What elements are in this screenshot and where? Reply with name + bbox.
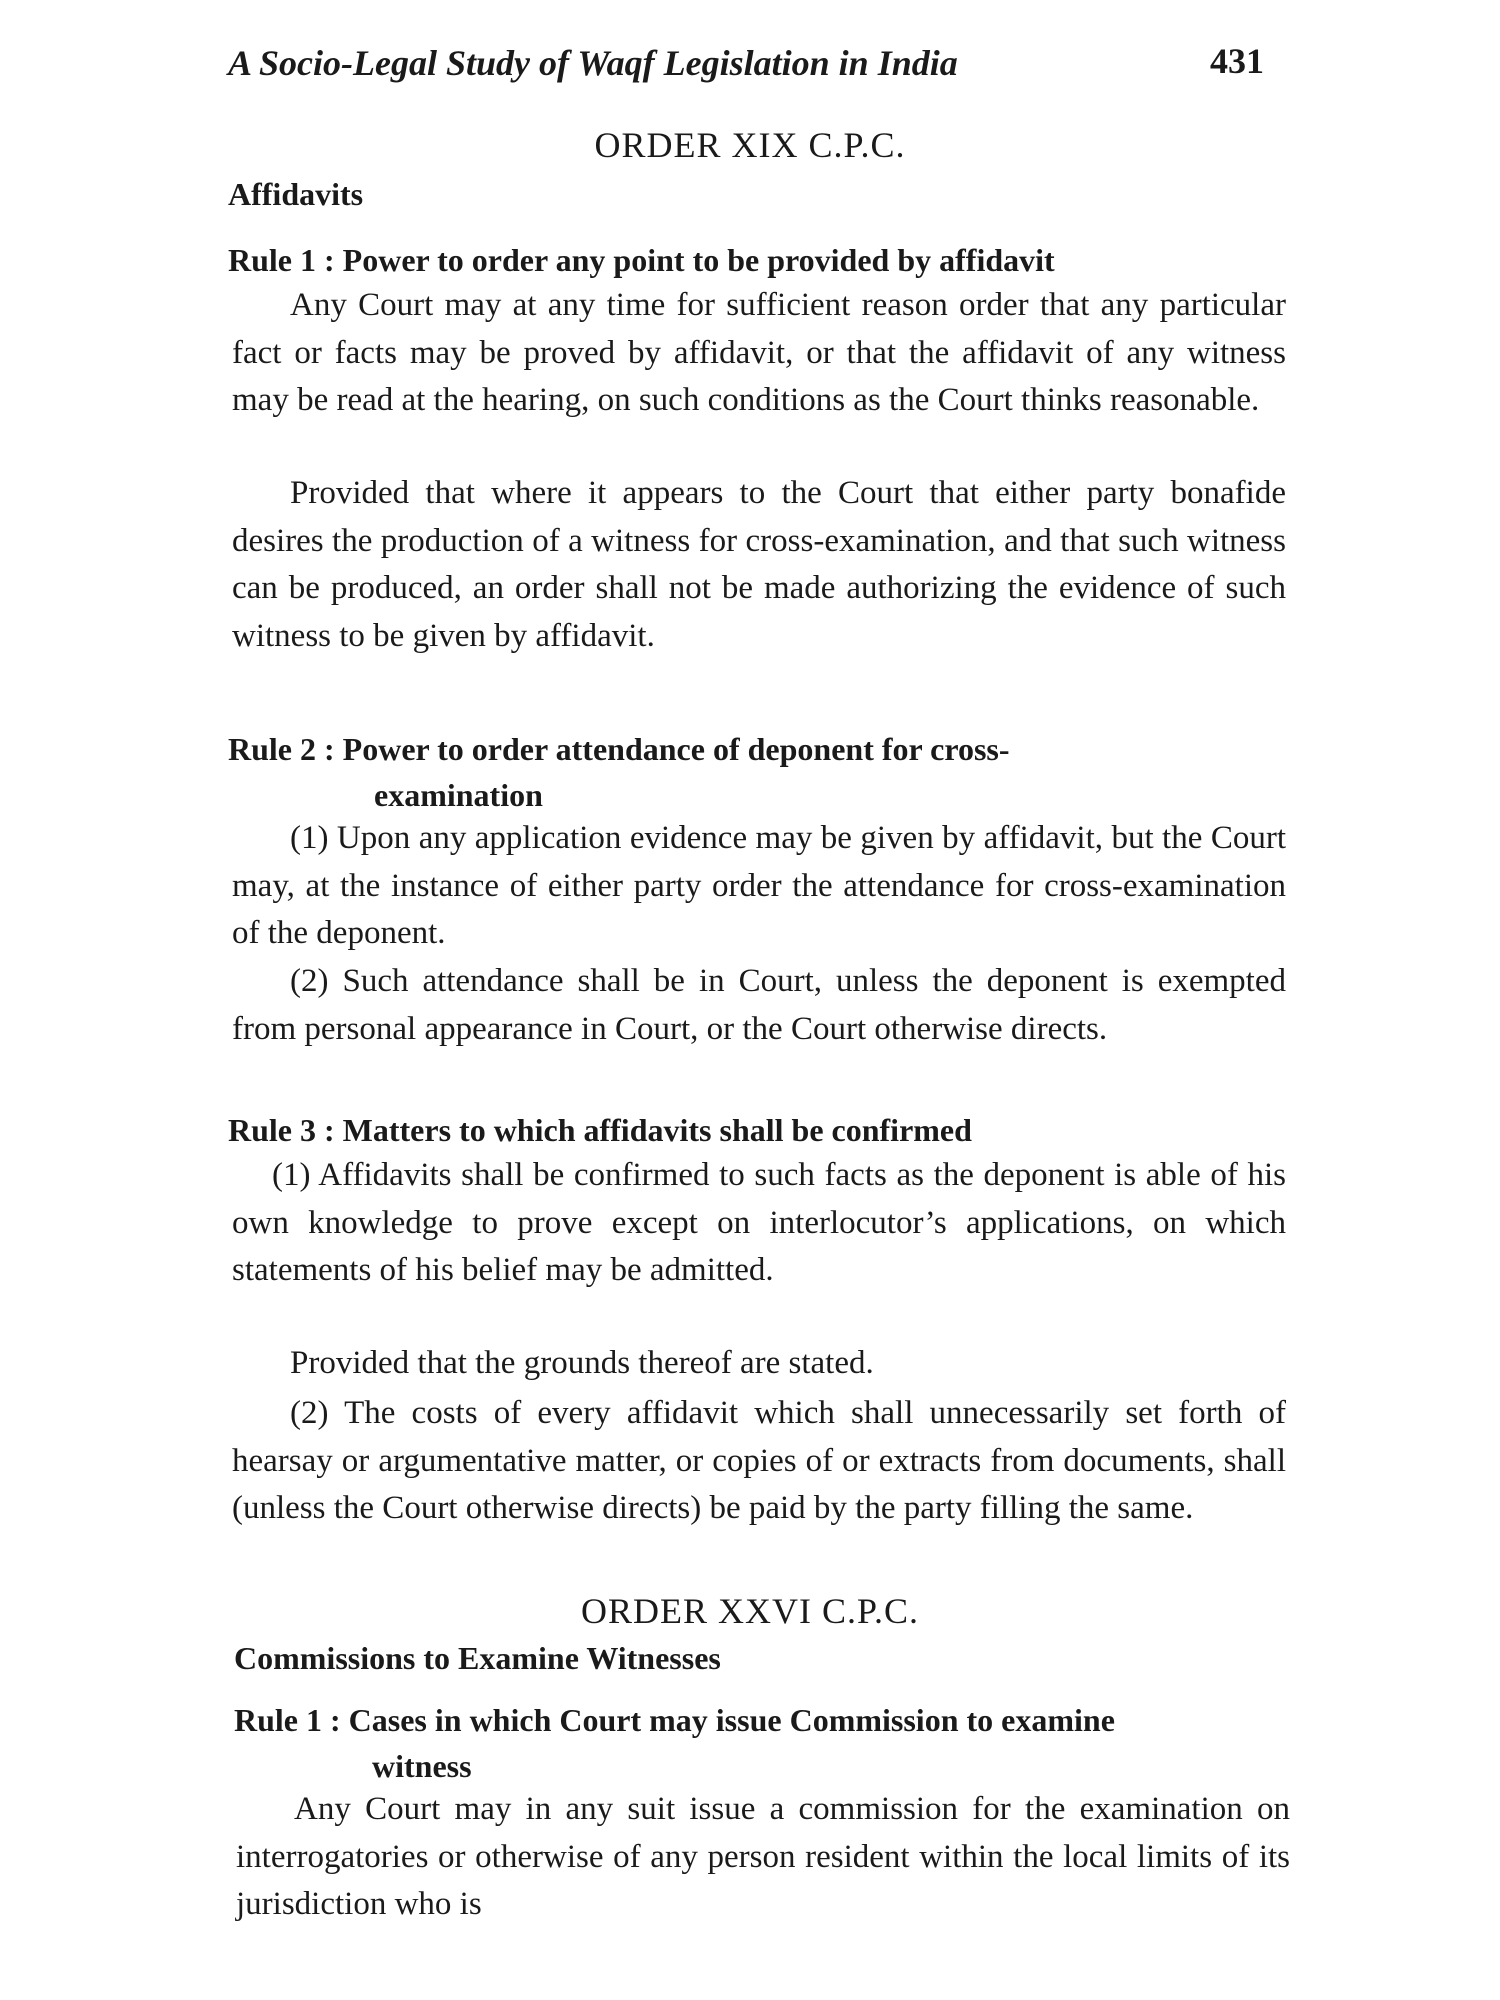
order-19-rule-1-para-1: Any Court may at any time for sufficient reason order that any particular fact or facts may be proved by affidavit, or that the affidavit of any witness may be read at the hearing, on such conditions as the Court thinks reasonable. [232, 287, 1286, 418]
order-26-rule-1-heading [234, 1697, 1294, 1789]
page-number: 431 [1210, 41, 1264, 81]
order-19-rule-1-heading: Rule 1 : Power to order any point to be provided by affidavit [228, 242, 1055, 278]
order-19-rule-1-proviso: Provided that where it appears to the Court that either party bonafide desires the production of a witness for cross-examination, and that such witness can be produced, an order shall not be made authorizing the evidence of such witness to be given by affidavit. [232, 475, 1286, 654]
order-19-rule-3-para-2: (2) The costs of every affidavit which shall unnecessarily set forth of hearsay or argumentative matter, or copies of or extracts from documents, shall (unless the Court otherwise directs) be paid by the party filling the same. [232, 1395, 1286, 1526]
order-19-rule-3-para-1: (1) Affidavits shall be confirmed to such facts as the deponent is able of his own knowledge to prove except on interlocutor’s applications, on which statements of his belief may be admitted. [232, 1157, 1286, 1288]
order-19-rule-3-heading: Rule 3 : Matters to which affidavits shall be confirmed [228, 1112, 972, 1148]
order-26-heading: ORDER XXVI C.P.C. [580, 1591, 920, 1631]
rule-2-heading-line-2: examination [374, 777, 543, 813]
affidavits-subheading: Affidavits [228, 176, 364, 212]
order-19-heading: ORDER XIX C.P.C. [594, 125, 906, 165]
order-26-rule-1-heading-line-1: Rule 1 : Cases in which Court may issue Commission to examine [234, 1702, 1115, 1738]
running-title: A Socio-Legal Study of Waqf Legislation in India [228, 43, 958, 83]
order-26-rule-1-para-1: Any Court may in any suit issue a commission for the examination on interrogatories or otherwise of any person resident within the local limits of its jurisdiction who is [236, 1791, 1290, 1922]
rule-2-heading-line-1: Rule 2 : Power to order attendance of deponent for cross- [228, 731, 1010, 767]
order-19-rule-3-proviso: Provided that the grounds thereof are stated. [290, 1345, 874, 1381]
commissions-subheading: Commissions to Examine Witnesses [234, 1640, 721, 1676]
order-19-rule-2-para-1: (1) Upon any application evidence may be given by affidavit, but the Court may, at the instance of either party order the attendance for cross-examination of the deponent. [232, 820, 1286, 951]
order-19-rule-2-heading [228, 726, 1288, 818]
order-26-rule-1-heading-line-2: witness [372, 1748, 472, 1784]
order-19-rule-2-para-2: (2) Such attendance shall be in Court, unless the deponent is exempted from personal appearance in Court, or the Court otherwise directs. [232, 963, 1286, 1047]
